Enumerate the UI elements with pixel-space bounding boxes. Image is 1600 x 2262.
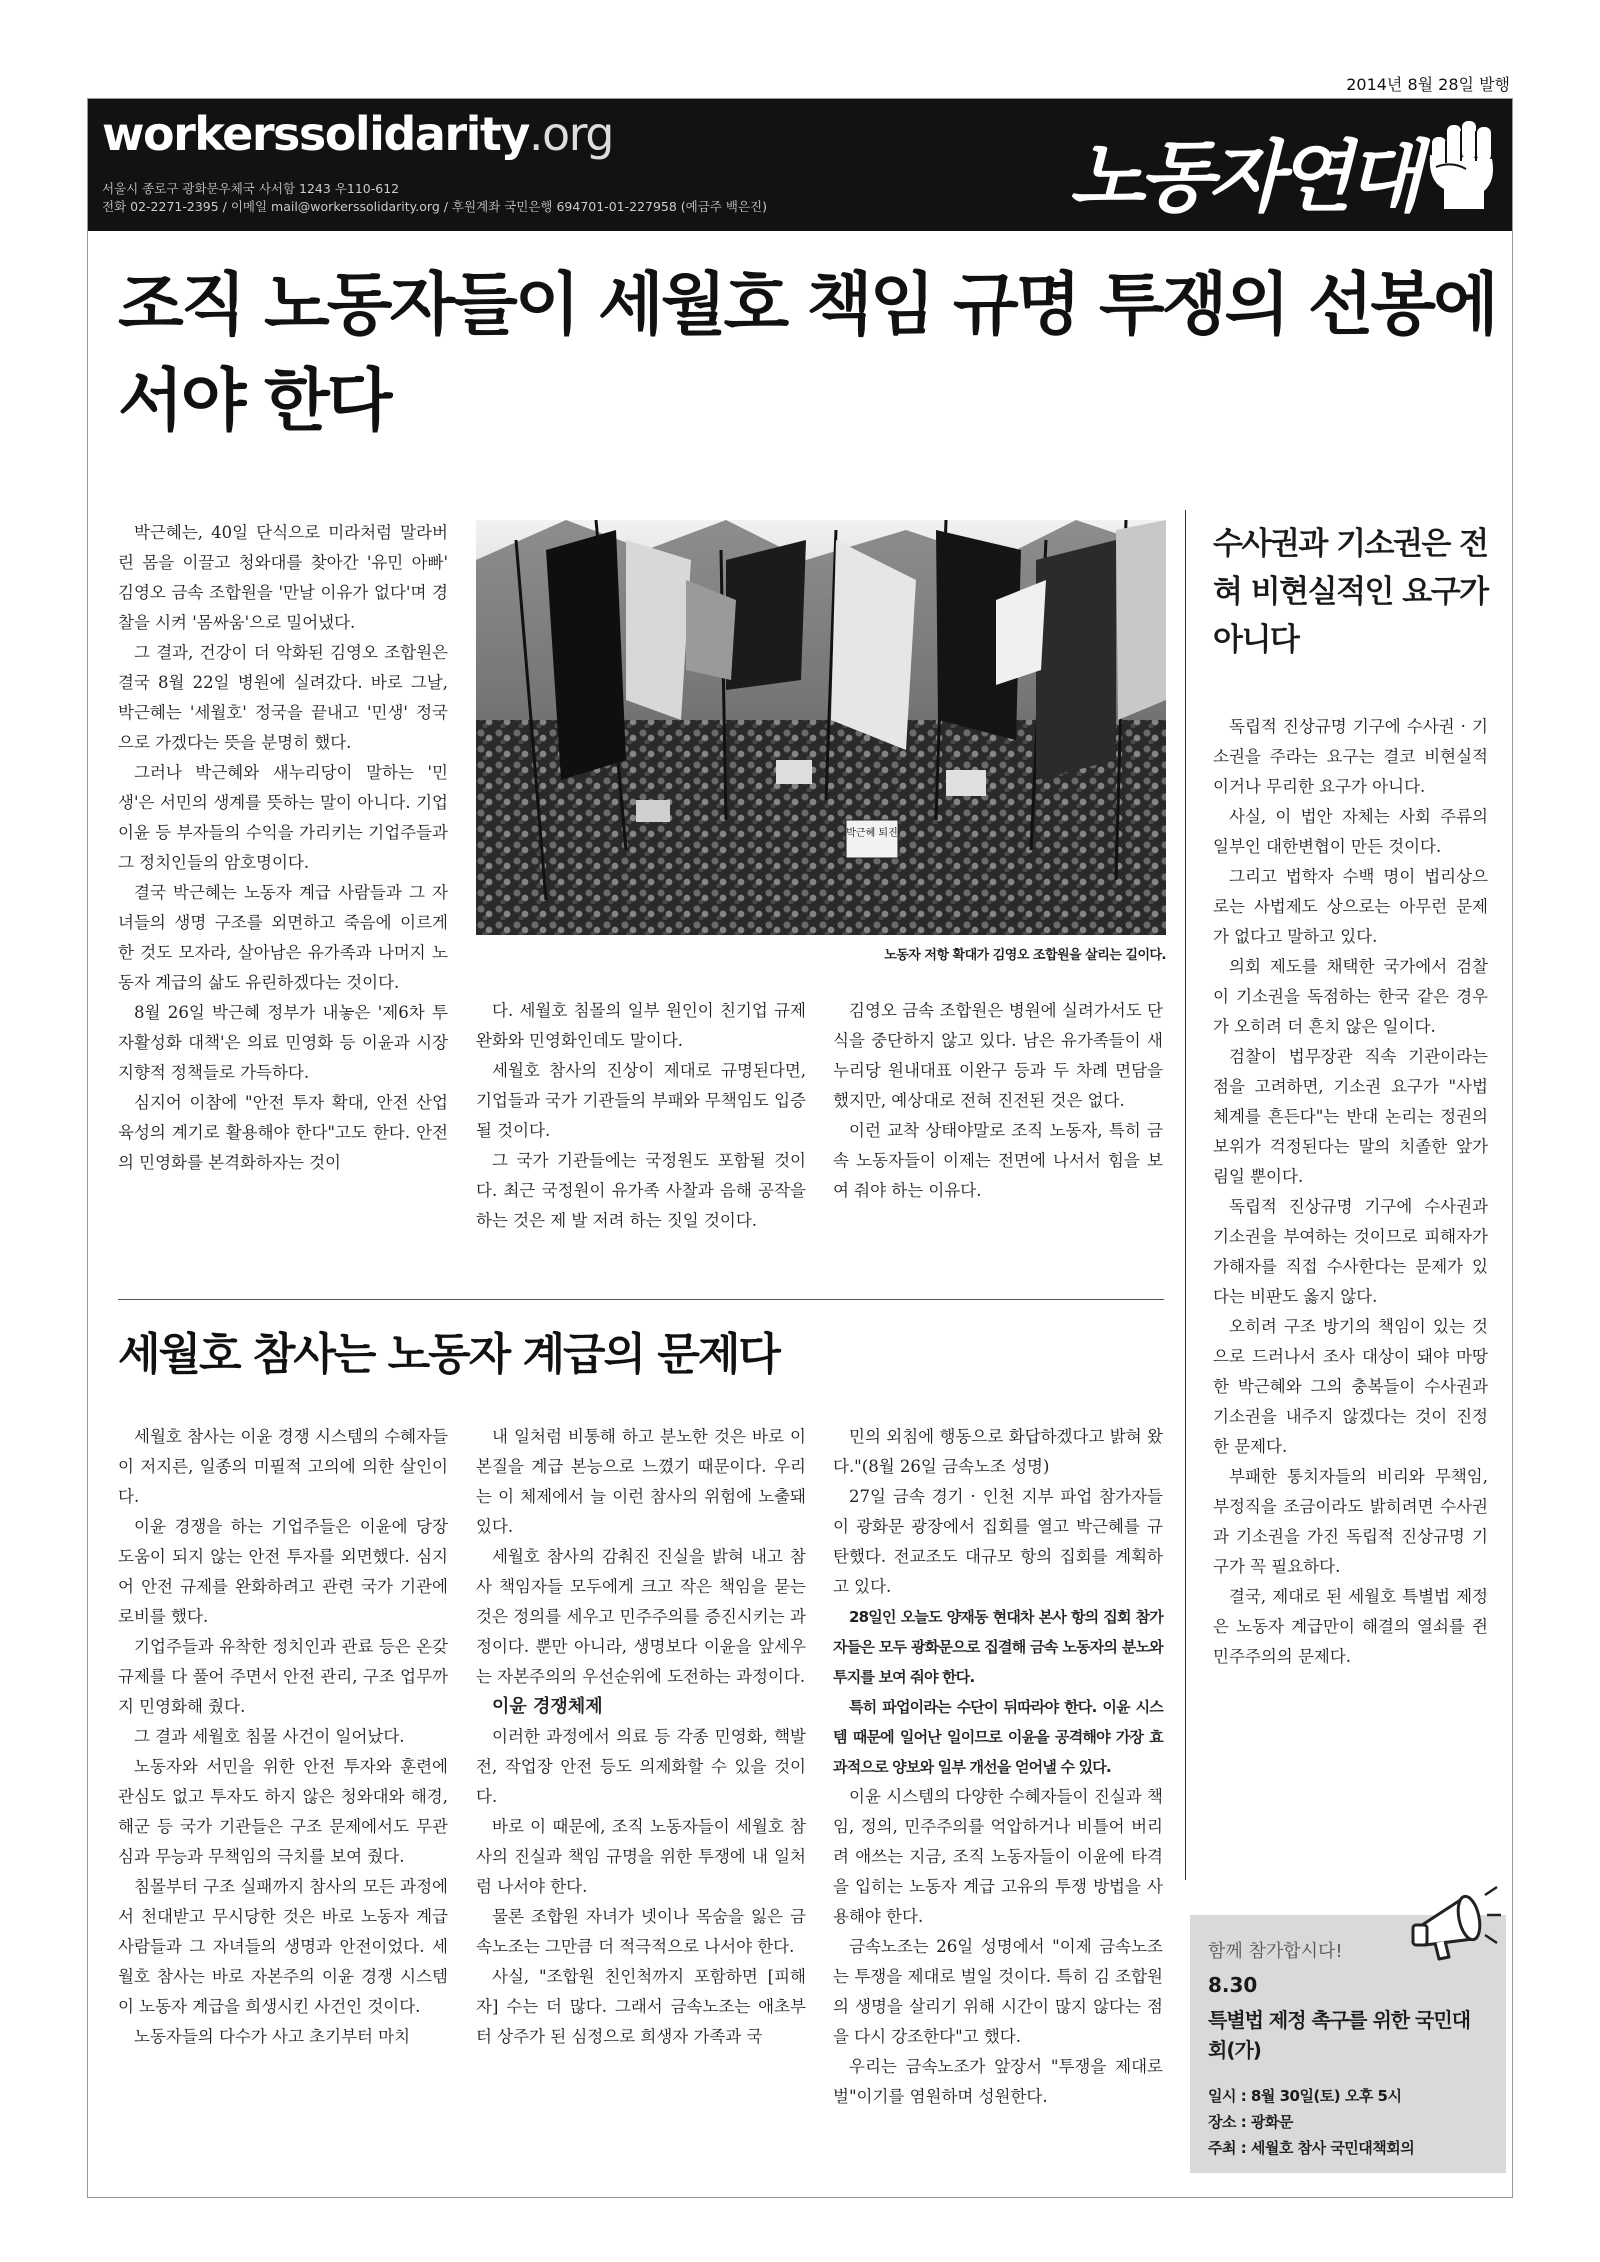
protest-photo <box>476 520 1166 935</box>
paragraph: 내 일처럼 비통해 하고 분노한 것은 바로 이 본질을 계급 본능으로 느꼈기 때문이다. 우리는 이 체제에서 늘 이런 참사의 위험에 노출돼 있다. <box>476 1427 806 1536</box>
event-host: 주최 : 세월호 참사 국민대책회의 <box>1208 2139 1415 2157</box>
paragraph: 그 결과 세월호 침몰 사건이 일어났다. <box>134 1727 405 1746</box>
paragraph: 독립적 진상규명 기구에 수사권과 기소권을 부여하는 것이므로 피해자가 가해자를 직접 수사한다는 문제가 있다는 비판도 옳지 않다. <box>1213 1197 1488 1306</box>
sidebar-title: 수사권과 기소권은 전혀 비현실적인 요구가 아니다 <box>1213 526 1488 658</box>
sidebar-body <box>1213 712 1488 1672</box>
event-heading: 함께 참가합시다! <box>1208 1941 1343 1962</box>
paragraph: 8월 26일 박근혜 정부가 내놓은 '제6차 투자활성화 대책'은 의료 민영화 등 이윤과 시장 지향적 정책들로 가득하다. <box>118 1003 448 1082</box>
emphasis-paragraph: 28일인 오늘도 양재동 현대차 본사 항의 집회 참가자들은 모두 광화문으로 집결해 금속 노동자의 분노와 투지를 보여 줘야 한다. <box>833 1608 1163 1686</box>
photo-image <box>476 520 1166 935</box>
event-when: 일시 : 8월 30일(토) 오후 5시 <box>1208 2087 1402 2105</box>
event-date: 8.30 <box>1208 1973 1258 1997</box>
article-column-1 <box>118 518 448 1178</box>
paragraph: 박근혜는, 40일 단식으로 미라처럼 말라버린 몸을 이끌고 청와대를 찾아간 '유민 아빠' 김영오 금속 조합원을 '만날 이유가 없다'며 경찰을 시켜 '몸싸움'으로 밀어냈다. <box>118 523 448 632</box>
article-column-3 <box>833 996 1163 1206</box>
protest-sign-text: 박근혜 퇴진 <box>846 828 898 839</box>
paragraph: 우리는 금속노조가 앞장서 "투쟁을 제대로 벌"이기를 염원하며 성원한다. <box>833 2057 1163 2106</box>
paragraph: 그 국가 기관들에는 국정원도 포함될 것이다. 최근 국정원이 유가족 사찰과 음해 공작을 하는 것은 제 발 저려 하는 짓일 것이다. <box>476 1151 806 1230</box>
paragraph: 27일 금속 경기 · 인천 지부 파업 참가자들이 광화문 광장에서 집회를 열고 박근혜를 규탄했다. 전교조도 대규모 항의 집회를 계획하고 있다. <box>833 1487 1163 1596</box>
paragraph: 기업주들과 유착한 정치인과 관료 등은 온갖 규제를 다 풀어 주면서 안전 관리, 구조 업무까지 민영화해 줬다. <box>118 1637 448 1716</box>
paragraph: 오히려 구조 방기의 책임이 있는 것으로 드러나서 조사 대상이 돼야 마땅한 박근혜와 그의 충복들이 수사권과 기소권을 내주지 않겠다는 것이 진정한 문제다. <box>1213 1317 1488 1456</box>
paragraph: 김영오 금속 조합원은 병원에 실려가서도 단식을 중단하지 않고 있다. 남은 유가족들이 새누리당 원내대표 이완구 등과 두 차례 면담을 했지만, 예상대로 전혀 진전된 것은 없다. <box>833 1001 1163 1110</box>
paragraph: 이러한 과정에서 의료 등 각종 민영화, 핵발전, 작업장 안전 등도 의제화할 수 있을 것이다. <box>476 1727 806 1806</box>
site-name: workerssolidarity <box>102 107 529 161</box>
photo-caption: 노동자 저항 확대가 김영오 조합원을 살리는 길이다. <box>884 948 1166 963</box>
section-column-1 <box>118 1422 448 2052</box>
paragraph: 다. 세월호 침몰의 일부 원인이 친기업 규제 완화와 민영화인데도 말이다. <box>476 1001 806 1050</box>
paragraph: 그 결과, 건강이 더 악화된 김영오 조합원은 결국 8월 22일 병원에 실려갔다. 바로 그날, 박근혜는 '세월호' 정국을 끝내고 '민생' 정국으로 가겠다는 뜻을 분명히 했다. <box>118 643 448 752</box>
paragraph: 세월호 참사의 감춰진 진실을 밝혀 내고 참사 책임자들 모두에게 크고 작은 책임을 묻는 것은 정의를 세우고 민주주의를 증진시키는 과정이다. 뿐만 아니라, 생명보다 이윤을 앞세우는 자본주의의 우선순위에 도전하는 과정이다. <box>476 1547 806 1686</box>
megaphone-icon <box>1405 1875 1505 1965</box>
paragraph: 검찰이 법무장관 직속 기관이라는 점을 고려하면, 기소권 요구가 "사법 체계를 흔든다"는 반대 논리는 정권의 보위가 걱정된다는 말의 치졸한 앞가림일 뿐이다. <box>1213 1047 1488 1186</box>
paragraph: 의회 제도를 채택한 국가에서 검찰이 기소권을 독점하는 한국 같은 경우가 오히려 더 흔치 않은 일이다. <box>1213 957 1488 1036</box>
section-column-3 <box>833 1422 1163 2112</box>
paragraph: 이런 교착 상태야말로 조직 노동자, 특히 금속 노동자들이 이제는 전면에 나서서 힘을 보여 줘야 하는 이유다. <box>833 1121 1163 1200</box>
emphasis-paragraph: 특히 파업이라는 수단이 뒤따라야 한다. 이윤 시스템 때문에 일어난 일이므로 이윤을 공격해야 가장 효과적으로 양보와 일부 개선을 얻어낼 수 있다. <box>833 1698 1163 1776</box>
logo-wordmark: 노동자연대 <box>1069 133 1416 223</box>
paragraph: 이윤 시스템의 다양한 수혜자들이 진실과 책임, 정의, 민주주의를 억압하거나 비틀어 버리려 애쓰는 지금, 조직 노동자들이 이윤에 타격을 입히는 노동자 계급 고유의 투쟁 방법을 사용해야 한다. <box>833 1787 1163 1926</box>
paragraph: 노동자와 서민을 위한 안전 투자와 훈련에 관심도 없고 투자도 하지 않은 청와대와 해경, 해군 등 국가 기관들은 구조 문제에서도 무관심과 무능과 무책임의 극치를 보여 줬다. <box>118 1757 448 1866</box>
site-url[interactable] <box>102 107 613 161</box>
paragraph: 금속노조는 26일 성명에서 "이제 금속노조는 투쟁을 제대로 벌일 것이다. 특히 김 조합원의 생명을 살리기 위해 시간이 많지 않다는 점을 다시 강조한다"고 했다. <box>833 1937 1163 2046</box>
paragraph: 부패한 통치자들의 비리와 무책임, 부정직을 조금이라도 밝히려면 수사권과 기소권을 가진 독립적 진상규명 기구가 꼭 필요하다. <box>1213 1467 1488 1576</box>
contact-line: 전화 02-2271-2395 / 이메일 mail@workerssolidarity.org / 후원계좌 국민은행 694701-01-227958 (예금주 백은진) <box>102 199 767 214</box>
site-tld: .org <box>528 107 613 161</box>
event-title: 특별법 제정 촉구를 위한 국민대회(가) <box>1208 2008 1471 2062</box>
paragraph: 바로 이 때문에, 조직 노동자들이 세월호 참사의 진실과 책임 규명을 위한 투쟁에 내 일처럼 나서야 한다. <box>476 1817 806 1896</box>
paragraph: 결국 박근혜는 노동자 계급 사람들과 그 자녀들의 생명 구조를 외면하고 죽음에 이르게 한 것도 모자라, 살아남은 유가족과 나머지 노동자 계급의 삶도 유린하겠다는 것이다. <box>118 883 448 992</box>
paragraph: 그리고 법학자 수백 명이 법리상으로는 사법제도 상으로는 아무런 문제가 없다고 말하고 있다. <box>1213 867 1488 946</box>
paragraph: 그러나 박근혜와 새누리당이 말하는 '민생'은 서민의 생계를 뜻하는 말이 아니다. 기업 이윤 등 부자들의 수익을 가리키는 기업주들과 그 정치인들의 암호명이다. <box>118 763 448 872</box>
main-headline: 조직 노동자들이 세월호 책임 규명 투쟁의 선봉에 서야 한다 <box>118 266 1496 441</box>
address-line: 서울시 종로구 광화문우체국 사서함 1243 우110-612 <box>102 181 400 196</box>
paragraph: 사실, "조합원 친인척까지 포함하면 [피해자] 수는 더 많다. 그래서 금속노조는 애초부터 상주가 된 심정으로 희생자 가족과 국 <box>476 1967 806 2046</box>
paragraph: 독립적 진상규명 기구에 수사권 · 기소권을 주라는 요구는 결코 비현실적이거나 무리한 요구가 아니다. <box>1213 717 1488 796</box>
sidebar-divider <box>1185 510 1186 1880</box>
paragraph: 물론 조합원 자녀가 넷이나 목숨을 잃은 금속노조는 그만큼 더 적극적으로 나서야 한다. <box>476 1907 806 1956</box>
paragraph: 세월호 참사의 진상이 제대로 규명된다면, 기업들과 국가 기관들의 부패와 무책임도 입증될 것이다. <box>476 1061 806 1140</box>
section-divider <box>118 1299 1164 1300</box>
paragraph: 노동자들의 다수가 사고 초기부터 마치 <box>134 2027 411 2046</box>
section-column-2 <box>476 1422 806 2052</box>
issue-date: 2014년 8월 28일 발행 <box>1346 75 1510 94</box>
paragraph: 이윤 경쟁을 하는 기업주들은 이윤에 당장 도움이 되지 않는 안전 투자를 외면했다. 심지어 안전 규제를 완화하려고 관련 국가 기관에 로비를 했다. <box>118 1517 448 1626</box>
paragraph: 민의 외침에 행동으로 화답하겠다고 밝혀 왔다."(8월 26일 금속노조 성명) <box>833 1427 1163 1476</box>
masthead <box>88 99 1512 231</box>
paragraph: 심지어 이참에 "안전 투자 확대, 안전 산업 육성의 계기로 활용해야 한다"고도 한다. 안전의 민영화를 본격화하자는 것이 <box>118 1093 448 1172</box>
paragraph: 세월호 참사는 이윤 경쟁 시스템의 수혜자들이 저지른, 일종의 미필적 고의에 의한 살인이다. <box>118 1427 448 1506</box>
subheading: 이윤 경쟁체제 <box>492 1696 603 1717</box>
raised-fist-icon <box>1422 111 1502 211</box>
article-column-2 <box>476 996 806 1236</box>
event-where: 장소 : 광화문 <box>1208 2113 1293 2131</box>
paragraph: 결국, 제대로 된 세월호 특별법 제정은 노동자 계급만이 해결의 열쇠를 쥔 민주주의의 문제다. <box>1213 1587 1488 1666</box>
section-title: 세월호 참사는 노동자 계급의 문제다 <box>118 1329 779 1380</box>
paragraph: 사실, 이 법안 자체는 사회 주류의 일부인 대한변협이 만든 것이다. <box>1213 807 1488 856</box>
paragraph: 침몰부터 구조 실패까지 참사의 모든 과정에서 천대받고 무시당한 것은 바로 노동자 계급 사람들과 그 자녀들의 생명과 안전이었다. 세월호 참사는 바로 자본주의 이윤 경쟁 시스템이 노동자 계급을 희생시킨 사건인 것이다. <box>118 1877 448 2016</box>
